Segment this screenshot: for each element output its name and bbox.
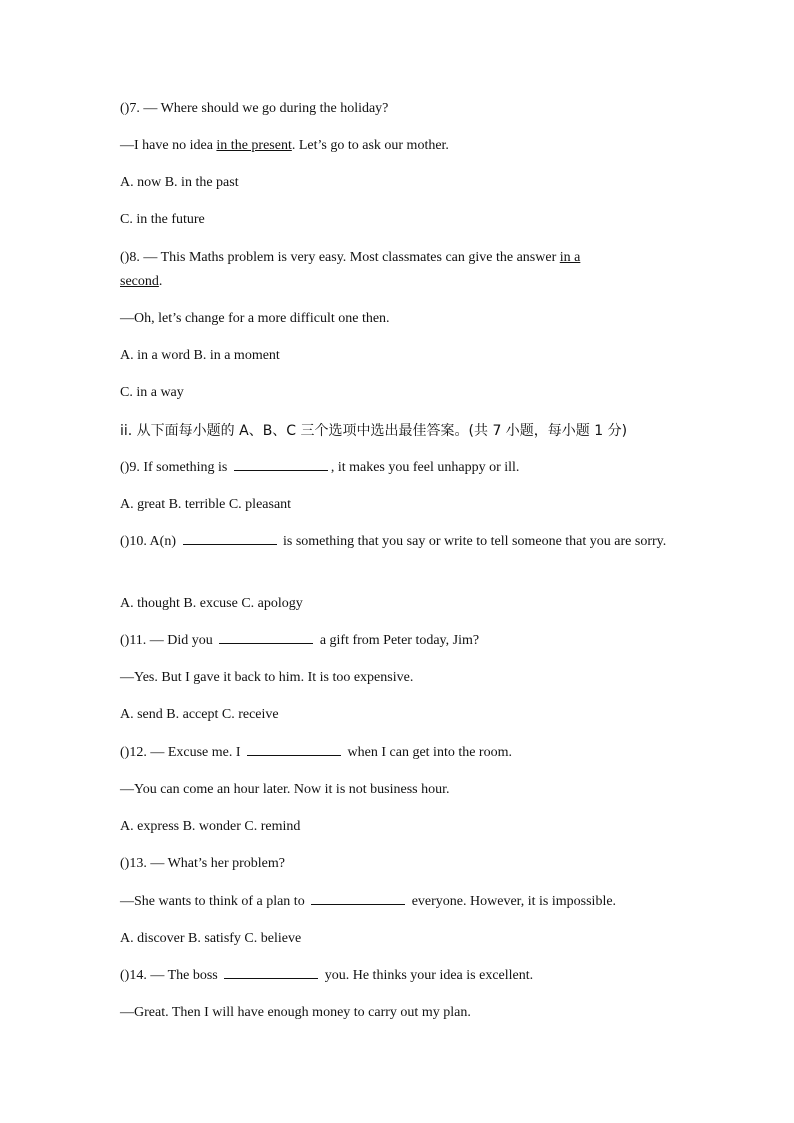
q13-stem: ()13. — What’s her problem? (120, 856, 285, 871)
q14-stem-start: ()14. — The boss (120, 968, 222, 983)
q9-stem (120, 456, 676, 480)
q8-stem-start: ()8. — This Maths problem is very easy. Most classmates can give the answer (120, 250, 560, 265)
q7-reply (120, 134, 676, 158)
q10-options: A. thought B. excuse C. apology (120, 596, 303, 611)
q8-underlined-phrase-1: in a (559, 250, 581, 265)
q14-stem-end: you. He thinks your idea is excellent. (321, 968, 534, 983)
q11-answer-blank (219, 630, 313, 644)
q12-stem-start: ()12. — Excuse me. I (120, 745, 245, 760)
q12-reply: —You can come an hour later. Now it is not business hour. (120, 782, 450, 797)
q11-stem-end: a gift from Peter today, Jim? (316, 633, 480, 648)
q12-stem (120, 741, 676, 765)
q12-stem-end: when I can get into the room. (344, 745, 512, 760)
q11-stem-start: ()11. — Did you (120, 633, 217, 648)
q11-options: A. send B. accept C. receive (120, 707, 279, 722)
q10-stem-end: is something that you say or write to tell someone that you are sorry. (279, 534, 667, 549)
q14-reply: —Great. Then I will have enough money to carry out my plan. (120, 1005, 471, 1020)
q13-reply-end: everyone. However, it is impossible. (408, 894, 617, 909)
q8-stem-line2 (120, 270, 676, 294)
q8-stem-line1 (120, 246, 676, 270)
q8-reply: —Oh, let’s change for a more difficult one then. (120, 311, 390, 326)
q7-option-c: C. in the future (120, 212, 205, 227)
q11-stem (120, 629, 676, 653)
q14-answer-blank (224, 965, 318, 979)
q12-options: A. express B. wonder C. remind (120, 819, 301, 834)
q13-reply-start: —She wants to think of a plan to (120, 894, 309, 909)
q12-answer-blank (247, 742, 341, 756)
q10-answer-blank (183, 531, 277, 545)
q9-stem-end: , it makes you feel unhappy or ill. (330, 460, 520, 475)
q8-option-c: C. in a way (120, 385, 184, 400)
q7-reply-start: —I have no idea (120, 138, 217, 153)
q7-stem: ()7. — Where should we go during the holiday? (120, 101, 389, 116)
q7-underlined-phrase: in the present (216, 138, 292, 153)
q7-reply-end: . Let’s go to ask our mother. (291, 138, 449, 153)
q9-answer-blank (234, 457, 328, 471)
q11-reply: —Yes. But I gave it back to him. It is too expensive. (120, 670, 414, 685)
q14-stem (120, 964, 676, 988)
q8-underlined-phrase-2: second (120, 274, 159, 289)
q9-options: A. great B. terrible C. pleasant (120, 497, 292, 512)
q10-stem (120, 530, 676, 554)
q9-stem-start: ()9. If something is (120, 460, 231, 475)
q8-options-ab: A. in a word B. in a moment (120, 348, 280, 363)
q13-options: A. discover B. satisfy C. believe (120, 931, 302, 946)
q10-stem-start: ()10. A(n) (120, 534, 180, 549)
q13-answer-blank (311, 891, 405, 905)
q8-stem-end: . (158, 274, 163, 289)
section-heading: ii. 从下面每小题的 A、B、C 三个选项中选出最佳答案。(共 7 小题，每小题 1 分) (120, 423, 628, 439)
q7-options-ab: A. now B. in the past (120, 175, 239, 190)
q13-reply (120, 890, 676, 914)
